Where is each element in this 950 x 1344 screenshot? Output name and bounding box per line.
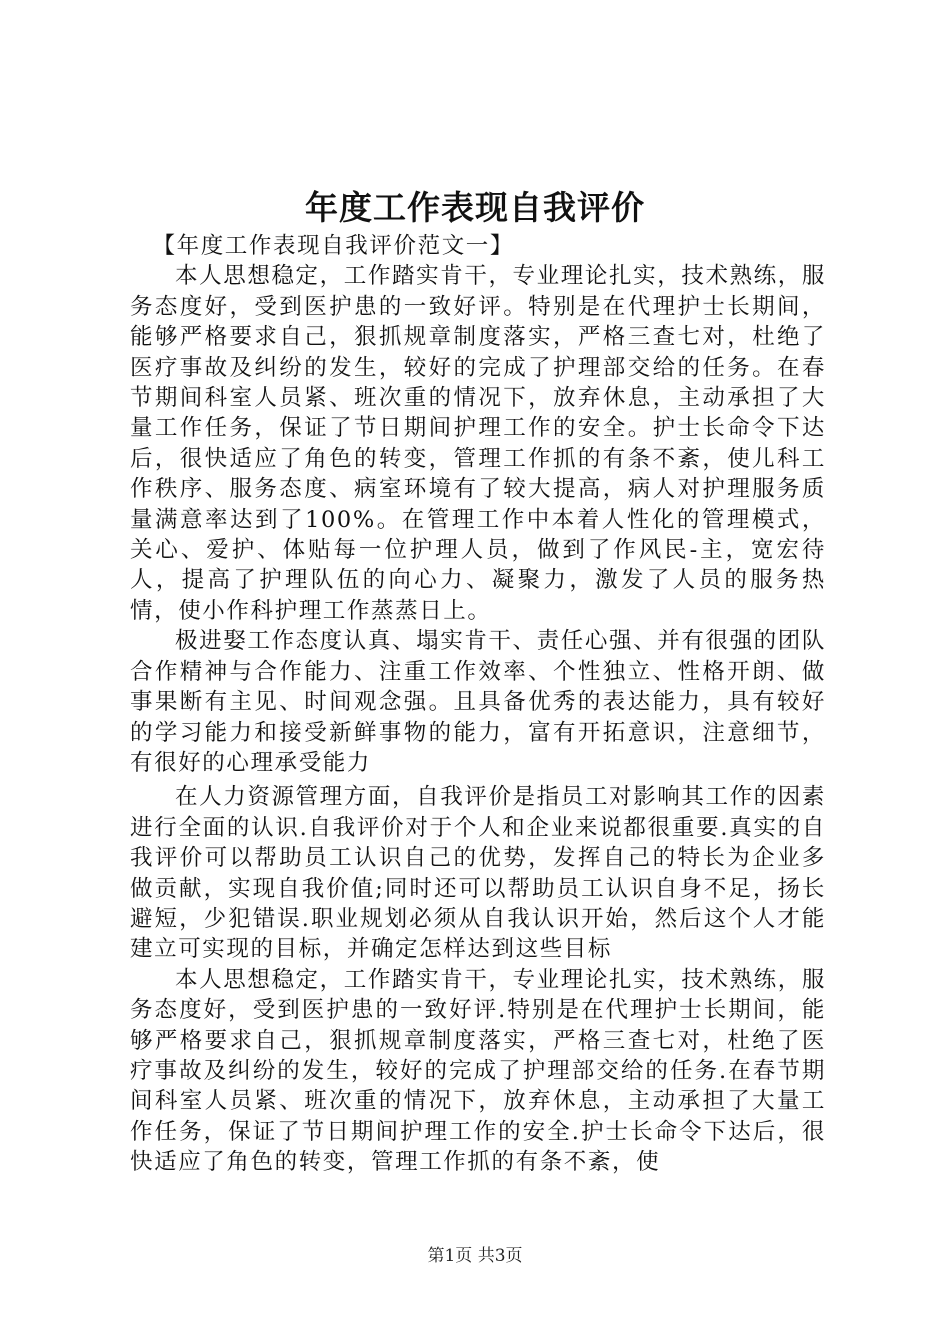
document-title: 年度工作表现自我评价 <box>305 188 645 227</box>
paragraph-2: 极进娶工作态度认真、塌实肯干、责任心强、并有很强的团队合作精神与合作能力、注重工作效率、个性独立、性格开朗、做事果断有主见、时间观念强。且具备优秀的表达能力，具有较好的学习能力和接受新鲜事物的能力，富有开拓意识，注意细节，有很好的心理承受能力 <box>130 628 826 776</box>
paragraph-1: 本人思想稳定，工作踏实肯干，专业理论扎实，技术熟练，服务态度好，受到医护患的一致好评。特别是在代理护士长期间，能够严格要求自己，狠抓规章制度落实，严格三查七对，杜绝了医疗事故及纠纷的发生，较好的完成了护理部交给的任务。在春节期间科室人员紧、班次重的情况下，放弃休息，主动承担了大量工作任务，保证了节日期间护理工作的安全。护士长命令下达后，很快适应了角色的转变，管理工作抓的有条不紊，使儿科工作秩序、服务态度、病室环境有了较大提高，病人对护理服务质量满意率达到了100%。在管理工作中本着人性化的管理模式，关心、爱护、体贴每一位护理人员，做到了作风民-主，宽宏待人，提高了护理队伍的向心力、凝聚力，激发了人员的服务热情，使小作科护理工作蒸蒸日上。 <box>130 263 826 624</box>
document-body <box>130 231 826 1178</box>
paragraph-3: 在人力资源管理方面，自我评价是指员工对影响其工作的因素进行全面的认识.自我评价对于个人和企业来说都很重要.真实的自我评价可以帮助员工认识自己的优势，发挥自己的特长为企业多做贡献，实现自我价值;同时还可以帮助员工认识自身不足，扬长避短，少犯错误.职业规划必须从自我认识开始，然后这个人才能建立可实现的目标，并确定怎样达到这些目标 <box>130 784 826 963</box>
paragraph-4: 本人思想稳定，工作踏实肯干，专业理论扎实，技术熟练，服务态度好，受到医护患的一致好评.特别是在代理护士长期间，能够严格要求自己，狠抓规章制度落实，严格三查七对，杜绝了医疗事故及纠纷的发生，较好的完成了护理部交给的任务.在春节期间科室人员紧、班次重的情况下，放弃休息，主动承担了大量工作任务，保证了节日期间护理工作的安全.护士长命令下达后，很快适应了角色的转变，管理工作抓的有条不紊，使 <box>130 966 826 1176</box>
page-footer: 第1页 共3页 <box>427 1246 523 1266</box>
section-subheading: 【年度工作表现自我评价范文一】 <box>152 233 515 259</box>
